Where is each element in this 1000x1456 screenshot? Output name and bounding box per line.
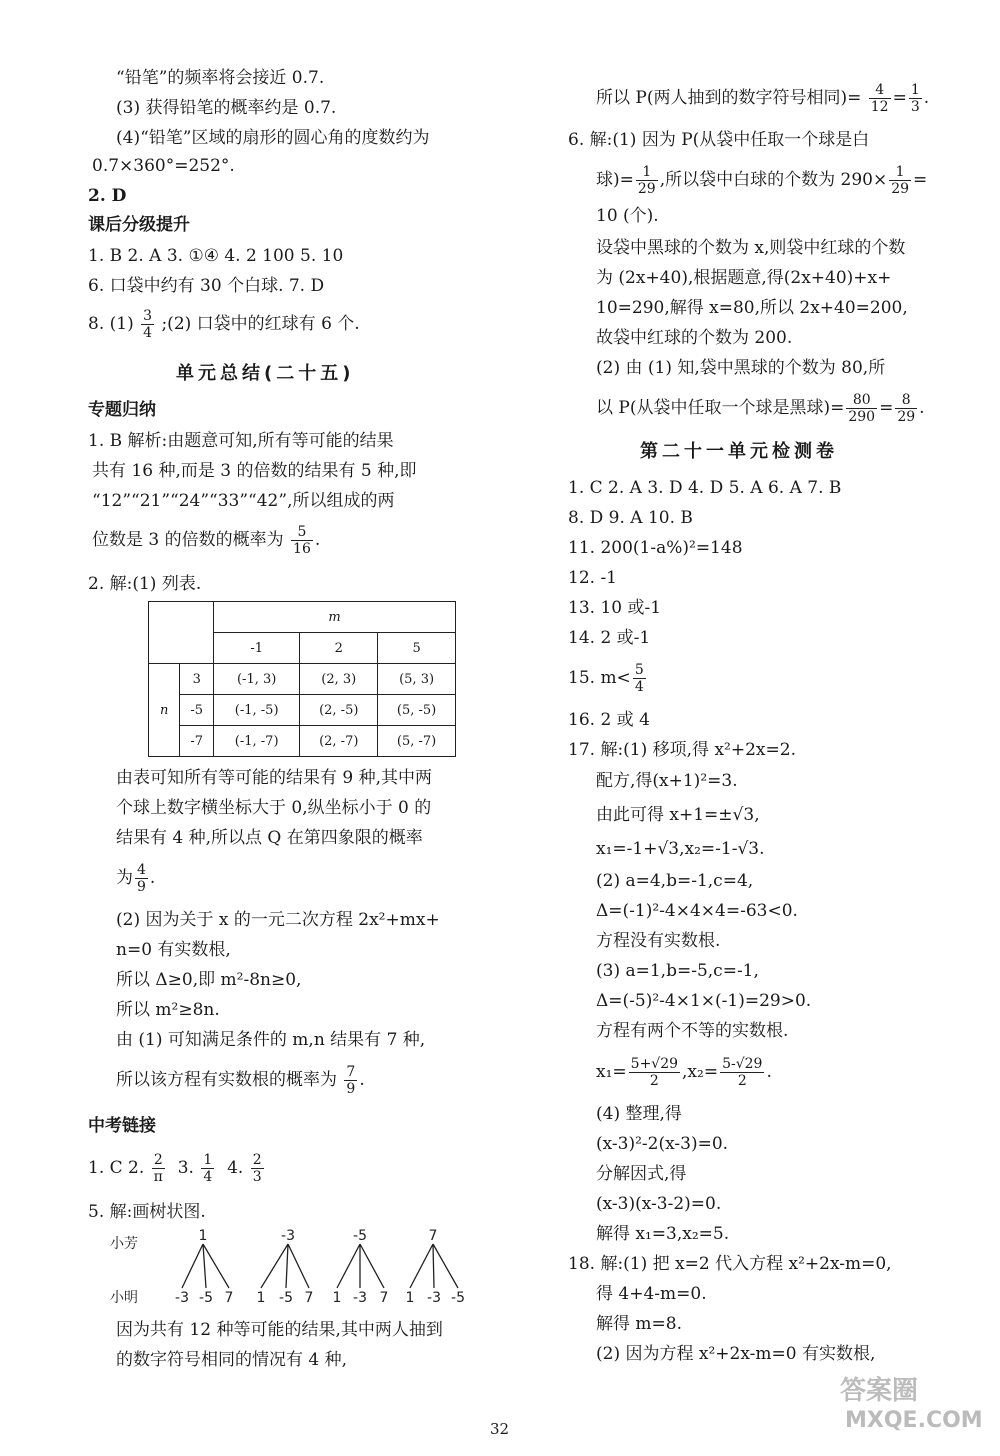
- text: 15. m<: [568, 668, 631, 688]
- col-header: 2: [300, 633, 378, 664]
- tree-top: -3: [281, 1228, 295, 1244]
- tree-top: 7: [428, 1228, 438, 1244]
- col-header: 5: [378, 633, 456, 664]
- tree-branch: [337, 1244, 384, 1288]
- denominator: 3: [910, 99, 920, 115]
- text-line: 解得 x₁=3,x₂=5.: [596, 1224, 730, 1244]
- answer-line: [88, 308, 360, 341]
- fraction: [636, 164, 658, 197]
- answer-line: 2. D: [88, 186, 127, 206]
- text-line: (3) a=1,b=-5,c=-1,: [596, 961, 759, 981]
- text: 以 P(从袋中任取一个球是黑球)=: [596, 398, 845, 418]
- fraction: [889, 164, 911, 197]
- numerator: 1: [889, 164, 911, 181]
- fraction: [141, 308, 154, 341]
- numerator: 2: [152, 1152, 165, 1169]
- text: 3.: [177, 1158, 194, 1178]
- denominator: 9: [346, 1081, 356, 1097]
- table-cell: (2, -5): [300, 695, 378, 726]
- text-line: 配方,得(x+1)²=3.: [596, 771, 738, 791]
- tree-leaf: -3: [353, 1290, 367, 1306]
- text-line: 由此可得 x+1=±√3,: [596, 805, 760, 825]
- answer-line: 13. 10 或-1: [568, 598, 662, 618]
- numerator: 1: [636, 164, 658, 181]
- answer-line: 16. 2 或 4: [568, 710, 650, 730]
- text-line: 为 (2x+40),根据题意,得(2x+40)+x+: [596, 268, 892, 288]
- text: 球)=: [596, 170, 634, 190]
- text-line: 6. 解:(1) 因为 P(从袋中任取一个球是白: [568, 130, 870, 150]
- tree-diagram: [88, 1226, 488, 1308]
- fraction: [720, 1056, 764, 1089]
- tree-leaf: 7: [224, 1290, 234, 1306]
- text-line: 由 (1) 可知满足条件的 m,n 结果有 7 种,: [116, 1030, 426, 1050]
- denominator: π: [153, 1169, 163, 1185]
- tree-leaf: 1: [405, 1290, 415, 1306]
- answer-line: 6. 口袋中约有 30 个白球. 7. D: [88, 276, 325, 296]
- text-line: [596, 1056, 772, 1089]
- denominator: 290: [848, 409, 876, 425]
- fraction: [895, 392, 917, 425]
- row-header: 3: [180, 664, 214, 695]
- text: 位数是 3 的倍数的概率为: [92, 530, 284, 550]
- text: 8. (1): [88, 314, 134, 334]
- table-cell: (-1, -5): [214, 695, 300, 726]
- text: 所以 P(两人抽到的数字符号相同)=: [596, 88, 862, 108]
- tree-leaf: -3: [175, 1290, 189, 1306]
- answer-line: 18. 解:(1) 把 x=2 代入方程 x²+2x-m=0,: [568, 1254, 892, 1274]
- text-line: 10=290,解得 x=80,所以 2x+40=200,: [596, 298, 908, 318]
- numerator: 5-√29: [722, 1056, 763, 1072]
- denominator: 29: [637, 181, 656, 197]
- section-heading: 中考链接: [88, 1116, 156, 1136]
- answer-line: 5. 解:画树状图.: [88, 1202, 206, 1222]
- numerator: 80: [846, 392, 877, 409]
- tree-branch: [261, 1244, 309, 1288]
- numerator: 8: [895, 392, 917, 409]
- page-number: 32: [490, 1420, 510, 1438]
- text-line: 个球上数字横坐标大于 0,纵坐标小于 0 的: [116, 798, 432, 818]
- tree-leaf: 1: [256, 1290, 266, 1306]
- text-line: x₁=-1+√3,x₂=-1-√3.: [596, 839, 765, 859]
- tree-leaf: -3: [427, 1290, 441, 1306]
- answer-line: [88, 1152, 266, 1185]
- row-header: -5: [180, 695, 214, 726]
- fraction: [135, 862, 148, 895]
- denominator: 4: [634, 679, 644, 695]
- text-line: 10 (个).: [596, 206, 659, 226]
- tree-leaf: -5: [279, 1290, 293, 1306]
- text: .: [766, 1062, 772, 1082]
- answer-line: 14. 2 或-1: [568, 628, 651, 648]
- text-line: 方程有两个不等的实数根.: [596, 1021, 789, 1041]
- text-line: 解得 m=8.: [596, 1314, 682, 1334]
- answer-line: 11. 200(1-a%)²=148: [568, 538, 743, 558]
- fraction: [846, 392, 877, 425]
- numerator: 5: [634, 662, 644, 678]
- text: 1. C 2.: [88, 1158, 145, 1178]
- text-line: (x-3)²-2(x-3)=0.: [596, 1134, 729, 1154]
- text-line: 所以 Δ≥0,即 m²-8n≥0,: [116, 970, 302, 990]
- tree-label-xiaoming: 小明: [110, 1290, 138, 1306]
- table-cell: (5, -7): [378, 726, 456, 757]
- m-header: m: [214, 602, 456, 633]
- tree-branch: [182, 1244, 229, 1288]
- text-line: 2. 解:(1) 列表.: [88, 574, 202, 594]
- text-line: n=0 有实数根,: [116, 940, 231, 960]
- text-line: 0.7×360°=252°.: [92, 156, 235, 176]
- answer-line: 8. D 9. A 10. B: [568, 508, 693, 528]
- answer-line: 17. 解:(1) 移项,得 x²+2x=2.: [568, 740, 796, 760]
- text: ,x₂=: [682, 1062, 719, 1082]
- denominator: 4: [203, 1169, 213, 1185]
- text-line: 因为共有 12 种等可能的结果,其中两人抽到: [116, 1320, 443, 1340]
- text: =: [879, 398, 894, 418]
- tree-leaf: 1: [332, 1290, 342, 1306]
- tree-leaf: -5: [199, 1290, 213, 1306]
- numerator: 1: [203, 1152, 213, 1168]
- numerator: 5+√29: [630, 1056, 679, 1072]
- text-line: (4) 整理,得: [596, 1104, 682, 1124]
- unit-title: 第二十一单元检测卷: [640, 441, 838, 462]
- denominator: 3: [252, 1169, 262, 1185]
- section-heading: 课后分级提升: [88, 215, 190, 235]
- text-line: 故袋中红球的个数为 200.: [596, 328, 793, 348]
- fraction: [869, 82, 891, 115]
- watermark-url: MXQE.COM: [845, 1408, 983, 1433]
- text-line: Δ=(-1)²-4×4×4=-63<0.: [596, 901, 798, 921]
- fraction: [633, 662, 646, 695]
- text-line: “12”“21”“24”“33”“42”,所以组成的两: [92, 491, 395, 511]
- numerator: 2: [252, 1152, 262, 1168]
- tree-label-xiaofang: 小芳: [110, 1236, 138, 1252]
- text-line: (2) 因为方程 x²+2x-m=0 有实数根,: [596, 1344, 876, 1364]
- fraction: [291, 524, 313, 557]
- watermark-logo: 答案圈: [840, 1376, 919, 1406]
- tree-leaf: -5: [451, 1290, 465, 1306]
- denominator: 16: [293, 541, 311, 557]
- text-line: 方程没有实数根.: [596, 931, 721, 951]
- table-cell: (5, 3): [378, 664, 456, 695]
- denominator: 4: [143, 325, 153, 341]
- denominator: 2: [737, 1073, 747, 1089]
- text-line: 结果有 4 种,所以点 Q 在第四象限的概率: [116, 828, 423, 848]
- answer-line: 12. -1: [568, 568, 617, 588]
- answer-line: 1. C 2. A 3. D 4. D 5. A 6. A 7. B: [568, 478, 842, 498]
- text-line: (2) 由 (1) 知,袋中黑球的个数为 80,所: [596, 358, 886, 378]
- text-line: 所以 m²≥8n.: [116, 1000, 220, 1020]
- tree-leaf: 7: [304, 1290, 314, 1306]
- n-header: n: [149, 664, 180, 757]
- col-header: -1: [214, 633, 300, 664]
- text-line: (2) 因为关于 x 的一元二次方程 2x²+mx+: [116, 910, 440, 930]
- fraction: [152, 1152, 165, 1185]
- answer-line: [568, 662, 648, 695]
- text-line: 位数是 3 的倍数的概率为 $\frac{5}{16}$ .: [92, 524, 321, 557]
- fraction: [344, 1064, 357, 1097]
- answer-line: 1. B 2. A 3. ①④ 4. 2 100 5. 10: [88, 246, 344, 266]
- text-line: (3) 获得铅笔的概率约是 0.7.: [116, 98, 337, 118]
- text: =: [913, 170, 928, 190]
- corner-cell: [149, 602, 214, 664]
- numerator: 4: [137, 862, 146, 878]
- tree-branch: [410, 1244, 458, 1288]
- table-cell: (5, -5): [378, 695, 456, 726]
- text-line: 以 P(从袋中任取一个球是黑球)= $\frac{80}{290}$ = $\frac{8}{29}$ .: [596, 392, 925, 425]
- text-line: (2) a=4,b=-1,c=4,: [596, 871, 754, 891]
- fraction: [629, 1056, 680, 1089]
- numerator: 1: [910, 82, 920, 98]
- text: ;(2) 口袋中的红球有 6 个.: [161, 314, 360, 334]
- text-line: 的数字符号相同的情况有 4 种,: [116, 1350, 348, 1370]
- fraction: [201, 1152, 214, 1185]
- denominator: 12: [870, 99, 889, 115]
- table-cell: (2, -7): [300, 726, 378, 757]
- text: =: [892, 88, 907, 108]
- text: ,所以袋中白球的个数为 290×: [659, 170, 888, 190]
- denominator: 29: [891, 181, 910, 197]
- numerator: 4: [869, 82, 891, 99]
- text: 为: [116, 868, 133, 888]
- text-line: 所以 P(两人抽到的数字符号相同)= $\frac{4}{12}$ = $\frac{1}{3}$ .: [596, 82, 930, 115]
- text-line: (x-3)(x-3-2)=0.: [596, 1194, 722, 1214]
- denominator: 2: [649, 1073, 659, 1089]
- text: 所以该方程有实数根的概率为: [116, 1070, 337, 1090]
- row-header: -7: [180, 726, 214, 757]
- text-line: 由表可知所有等可能的结果有 9 种,其中两: [116, 768, 433, 788]
- text: 4.: [227, 1158, 244, 1178]
- text-line: 得 4+4-m=0.: [596, 1284, 707, 1304]
- text-line: 1. B 解析:由题意可知,所有等可能的结果: [88, 431, 394, 451]
- numerator: 7: [346, 1064, 356, 1080]
- text-line: 为 $\frac{4}{9}$ .: [116, 862, 156, 895]
- fraction: [251, 1152, 264, 1185]
- tree-top: -5: [353, 1228, 367, 1244]
- text-line: [596, 164, 927, 197]
- text-line: 所以该方程有实数根的概率为 $\frac{7}{9}$ .: [116, 1064, 365, 1097]
- tree-leaf: 7: [379, 1290, 389, 1306]
- text: x₁=: [596, 1062, 627, 1082]
- table-cell: (-1, -7): [214, 726, 300, 757]
- text-line: 设袋中黑球的个数为 x,则袋中红球的个数: [596, 238, 906, 258]
- text-line: 共有 16 种,而是 3 的倍数的结果有 5 种,即: [92, 461, 417, 481]
- numerator: 3: [143, 308, 153, 324]
- section-heading: 专题归纳: [88, 400, 156, 420]
- text-line: (4)“铅笔”区域的扇形的圆心角的度数约为: [116, 128, 430, 148]
- unit-title: 单元总结(二十五): [176, 363, 355, 384]
- table-cell: (2, 3): [300, 664, 378, 695]
- text-line: “铅笔”的频率将会接近 0.7.: [116, 68, 325, 88]
- text-line: Δ=(-5)²-4×1×(-1)=29>0.: [596, 991, 812, 1011]
- fraction: [909, 82, 922, 115]
- denominator: 9: [137, 879, 146, 895]
- text-line: 分解因式,得: [596, 1164, 687, 1184]
- numerator: 5: [291, 524, 313, 541]
- outcome-table: [148, 601, 456, 757]
- denominator: 29: [897, 409, 916, 425]
- tree-top: 1: [198, 1228, 208, 1244]
- table-cell: (-1, 3): [214, 664, 300, 695]
